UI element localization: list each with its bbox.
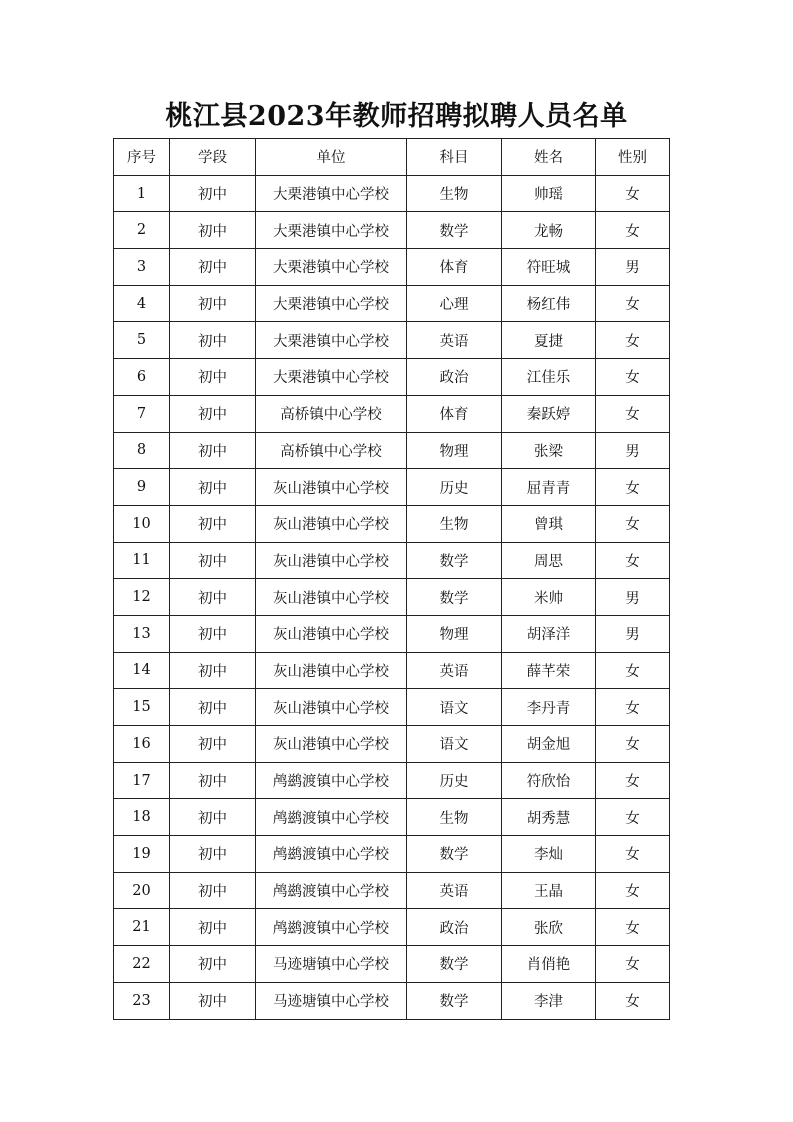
cell-serial: 22: [114, 946, 170, 983]
cell-gender: 女: [596, 469, 670, 506]
cell-name: 张梁: [502, 432, 596, 469]
table-row: [114, 579, 670, 616]
cell-name: 符欣怡: [502, 762, 596, 799]
cell-unit: 鸬鹚渡镇中心学校: [256, 799, 407, 836]
header-unit: 单位: [256, 139, 407, 176]
cell-serial: 6: [114, 359, 170, 396]
cell-name: 曾琪: [502, 505, 596, 542]
cell-subject: 英语: [407, 652, 502, 689]
cell-stage: 初中: [170, 909, 256, 946]
cell-unit: 大栗港镇中心学校: [256, 322, 407, 359]
cell-name: 龙畅: [502, 212, 596, 249]
cell-unit: 灰山港镇中心学校: [256, 579, 407, 616]
cell-stage: 初中: [170, 836, 256, 873]
cell-gender: 男: [596, 615, 670, 652]
cell-stage: 初中: [170, 212, 256, 249]
cell-subject: 数学: [407, 542, 502, 579]
cell-subject: 语文: [407, 726, 502, 763]
cell-name: 胡秀慧: [502, 799, 596, 836]
cell-gender: 女: [596, 395, 670, 432]
cell-stage: 初中: [170, 579, 256, 616]
cell-serial: 13: [114, 615, 170, 652]
cell-unit: 灰山港镇中心学校: [256, 726, 407, 763]
cell-stage: 初中: [170, 726, 256, 763]
cell-gender: 女: [596, 542, 670, 579]
cell-unit: 大栗港镇中心学校: [256, 212, 407, 249]
header-subject: 科目: [407, 139, 502, 176]
cell-stage: 初中: [170, 652, 256, 689]
cell-unit: 灰山港镇中心学校: [256, 469, 407, 506]
cell-name: 符旺城: [502, 249, 596, 286]
cell-unit: 鸬鹚渡镇中心学校: [256, 762, 407, 799]
table-row: [114, 836, 670, 873]
cell-serial: 3: [114, 249, 170, 286]
cell-subject: 政治: [407, 909, 502, 946]
cell-serial: 19: [114, 836, 170, 873]
cell-gender: 女: [596, 946, 670, 983]
cell-stage: 初中: [170, 542, 256, 579]
cell-name: 李津: [502, 982, 596, 1019]
table-row: [114, 469, 670, 506]
cell-name: 秦跃婷: [502, 395, 596, 432]
cell-name: 胡金旭: [502, 726, 596, 763]
cell-subject: 物理: [407, 432, 502, 469]
cell-serial: 23: [114, 982, 170, 1019]
cell-unit: 灰山港镇中心学校: [256, 615, 407, 652]
cell-serial: 12: [114, 579, 170, 616]
cell-serial: 14: [114, 652, 170, 689]
cell-gender: 女: [596, 872, 670, 909]
cell-unit: 高桥镇中心学校: [256, 432, 407, 469]
cell-gender: 女: [596, 726, 670, 763]
cell-unit: 马迹塘镇中心学校: [256, 982, 407, 1019]
cell-subject: 英语: [407, 872, 502, 909]
cell-name: 周思: [502, 542, 596, 579]
cell-stage: 初中: [170, 946, 256, 983]
cell-name: 胡泽洋: [502, 615, 596, 652]
cell-subject: 体育: [407, 249, 502, 286]
cell-gender: 男: [596, 579, 670, 616]
cell-unit: 大栗港镇中心学校: [256, 359, 407, 396]
cell-subject: 数学: [407, 836, 502, 873]
cell-stage: 初中: [170, 432, 256, 469]
cell-stage: 初中: [170, 175, 256, 212]
cell-gender: 女: [596, 982, 670, 1019]
cell-gender: 女: [596, 322, 670, 359]
cell-subject: 生物: [407, 175, 502, 212]
cell-unit: 灰山港镇中心学校: [256, 652, 407, 689]
table-row: [114, 175, 670, 212]
table-body: [114, 175, 670, 1019]
cell-name: 夏捷: [502, 322, 596, 359]
cell-serial: 1: [114, 175, 170, 212]
cell-subject: 历史: [407, 469, 502, 506]
cell-serial: 2: [114, 212, 170, 249]
cell-gender: 男: [596, 249, 670, 286]
table-row: [114, 689, 670, 726]
cell-stage: 初中: [170, 872, 256, 909]
cell-gender: 女: [596, 836, 670, 873]
cell-gender: 女: [596, 762, 670, 799]
table-row: [114, 872, 670, 909]
table-row: [114, 322, 670, 359]
cell-serial: 4: [114, 285, 170, 322]
cell-unit: 鸬鹚渡镇中心学校: [256, 909, 407, 946]
page-title: 桃江县2023年教师招聘拟聘人员名单: [165, 101, 628, 132]
cell-gender: 女: [596, 175, 670, 212]
cell-stage: 初中: [170, 615, 256, 652]
cell-stage: 初中: [170, 322, 256, 359]
cell-serial: 20: [114, 872, 170, 909]
cell-subject: 数学: [407, 579, 502, 616]
table-row: [114, 909, 670, 946]
cell-unit: 灰山港镇中心学校: [256, 542, 407, 579]
cell-serial: 17: [114, 762, 170, 799]
cell-serial: 8: [114, 432, 170, 469]
cell-serial: 18: [114, 799, 170, 836]
cell-subject: 数学: [407, 212, 502, 249]
cell-unit: 大栗港镇中心学校: [256, 285, 407, 322]
cell-gender: 女: [596, 689, 670, 726]
cell-stage: 初中: [170, 285, 256, 322]
cell-unit: 灰山港镇中心学校: [256, 505, 407, 542]
cell-serial: 15: [114, 689, 170, 726]
cell-gender: 女: [596, 505, 670, 542]
cell-stage: 初中: [170, 689, 256, 726]
cell-unit: 灰山港镇中心学校: [256, 689, 407, 726]
table-row: [114, 615, 670, 652]
cell-gender: 女: [596, 799, 670, 836]
cell-serial: 16: [114, 726, 170, 763]
table-row: [114, 982, 670, 1019]
cell-name: 江佳乐: [502, 359, 596, 396]
table-row: [114, 799, 670, 836]
cell-unit: 大栗港镇中心学校: [256, 249, 407, 286]
table-row: [114, 212, 670, 249]
cell-stage: 初中: [170, 395, 256, 432]
cell-stage: 初中: [170, 762, 256, 799]
table-row: [114, 432, 670, 469]
cell-gender: 女: [596, 212, 670, 249]
cell-stage: 初中: [170, 359, 256, 396]
cell-stage: 初中: [170, 249, 256, 286]
cell-serial: 9: [114, 469, 170, 506]
table-row: [114, 285, 670, 322]
cell-gender: 女: [596, 909, 670, 946]
cell-subject: 语文: [407, 689, 502, 726]
cell-serial: 7: [114, 395, 170, 432]
table-row: [114, 542, 670, 579]
cell-stage: 初中: [170, 799, 256, 836]
cell-subject: 生物: [407, 505, 502, 542]
cell-gender: 女: [596, 359, 670, 396]
cell-name: 肖俏艳: [502, 946, 596, 983]
cell-unit: 高桥镇中心学校: [256, 395, 407, 432]
cell-name: 屈青青: [502, 469, 596, 506]
cell-name: 张欣: [502, 909, 596, 946]
table-row: [114, 505, 670, 542]
cell-gender: 女: [596, 652, 670, 689]
cell-serial: 5: [114, 322, 170, 359]
cell-name: 薛芊荣: [502, 652, 596, 689]
cell-subject: 体育: [407, 395, 502, 432]
cell-subject: 历史: [407, 762, 502, 799]
table-row: [114, 395, 670, 432]
cell-subject: 数学: [407, 946, 502, 983]
cell-gender: 女: [596, 285, 670, 322]
cell-stage: 初中: [170, 982, 256, 1019]
cell-serial: 11: [114, 542, 170, 579]
header-stage: 学段: [170, 139, 256, 176]
header-name: 姓名: [502, 139, 596, 176]
cell-stage: 初中: [170, 469, 256, 506]
cell-name: 王晶: [502, 872, 596, 909]
cell-subject: 政治: [407, 359, 502, 396]
cell-name: 李丹青: [502, 689, 596, 726]
cell-name: 李灿: [502, 836, 596, 873]
cell-subject: 生物: [407, 799, 502, 836]
cell-unit: 鸬鹚渡镇中心学校: [256, 836, 407, 873]
table-row: [114, 762, 670, 799]
cell-unit: 大栗港镇中心学校: [256, 175, 407, 212]
cell-subject: 英语: [407, 322, 502, 359]
table-row: [114, 359, 670, 396]
header-gender: 性别: [596, 139, 670, 176]
table-header-row: [114, 139, 670, 176]
table-row: [114, 249, 670, 286]
header-serial: 序号: [114, 139, 170, 176]
cell-subject: 数学: [407, 982, 502, 1019]
cell-name: 帅瑶: [502, 175, 596, 212]
cell-unit: 鸬鹚渡镇中心学校: [256, 872, 407, 909]
roster-table: [113, 138, 670, 1020]
cell-serial: 21: [114, 909, 170, 946]
table-row: [114, 946, 670, 983]
table-row: [114, 652, 670, 689]
cell-name: 米帅: [502, 579, 596, 616]
cell-stage: 初中: [170, 505, 256, 542]
cell-subject: 心理: [407, 285, 502, 322]
cell-subject: 物理: [407, 615, 502, 652]
cell-name: 杨红伟: [502, 285, 596, 322]
table-row: [114, 726, 670, 763]
cell-gender: 男: [596, 432, 670, 469]
cell-unit: 马迹塘镇中心学校: [256, 946, 407, 983]
cell-serial: 10: [114, 505, 170, 542]
